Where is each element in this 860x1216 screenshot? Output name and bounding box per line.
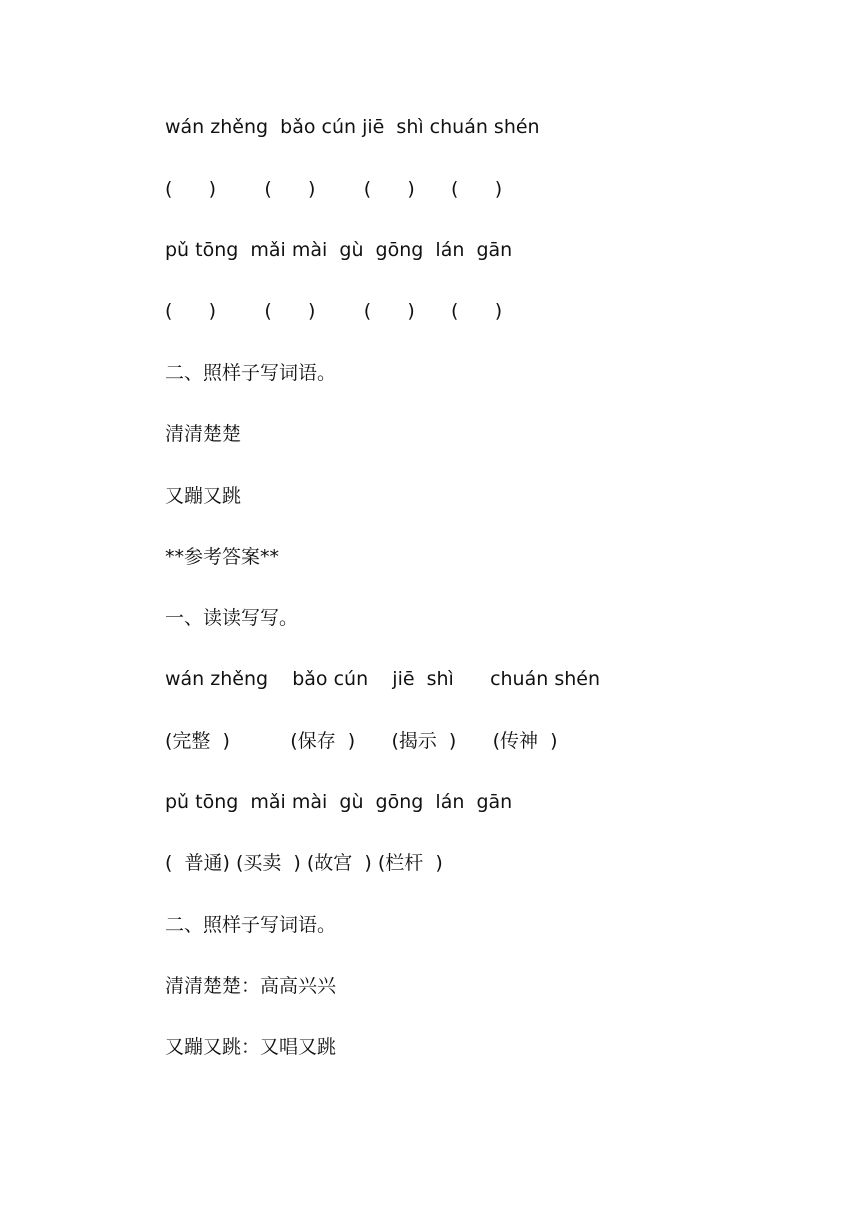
answer-pinyin-line-2: pǔ tōng mǎi mài gù gōng lán gān xyxy=(165,791,513,813)
answer-pinyin-line-1: wán zhěng bǎo cún jiē shì chuán shén xyxy=(165,668,600,690)
answer-section-heading-2: 二、照样子写词语。 xyxy=(165,914,337,936)
blank-line-2: ( ) ( ) ( ) ( ) xyxy=(165,300,503,322)
pinyin-line-1: wán zhěng bǎo cún jiē shì chuán shén xyxy=(165,116,540,138)
pinyin-line-2: pǔ tōng mǎi mài gù gōng lán gān xyxy=(165,239,513,261)
example-word-2: 又蹦又跳 xyxy=(165,485,242,507)
example-word-1: 清清楚楚 xyxy=(165,423,242,445)
answer-example-2: 又蹦又跳：又唱又跳 xyxy=(165,1036,337,1058)
section-heading-2: 二、照样子写词语。 xyxy=(165,362,337,384)
answer-words-line-1: (完整 ) (保存 ) (揭示 ) (传神 ) xyxy=(165,730,558,752)
answer-words-line-2: ( 普通) (买卖 ) (故宫 ) (栏杆 ) xyxy=(165,852,443,874)
answer-example-1: 清清楚楚：高高兴兴 xyxy=(165,975,337,997)
blank-line-1: ( ) ( ) ( ) ( ) xyxy=(165,178,503,200)
answer-section-heading-1: 一、读读写写。 xyxy=(165,607,299,629)
answer-key-heading: **参考答案** xyxy=(165,546,280,568)
